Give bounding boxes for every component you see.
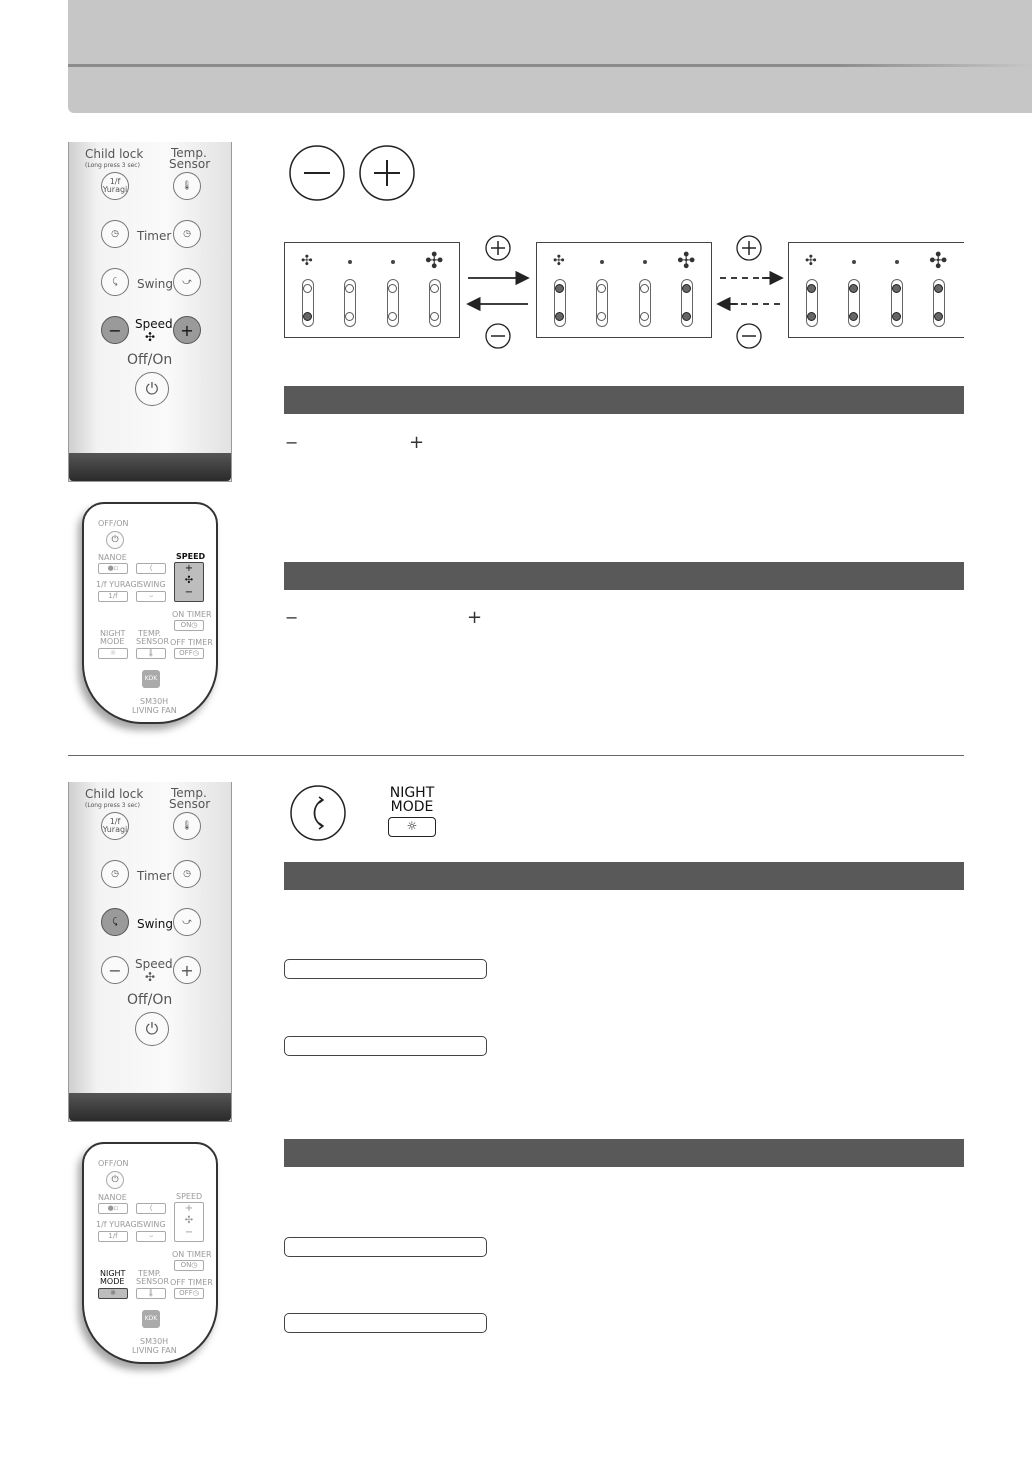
remote-b-night [82,1142,218,1364]
model-label: SM30H [140,1337,169,1346]
minus-symbol: − [285,433,299,452]
label-box-2 [284,1036,487,1056]
level-slot [302,279,314,327]
kdk-logo: KDK [142,1310,160,1328]
sun-icon: ☼ [388,817,436,837]
level-slot [387,279,399,327]
nanoe-label: NANOE [98,1193,127,1202]
night-mode-button[interactable]: ☼ [98,648,128,659]
minus-symbol: − [285,608,299,627]
fan-low-icon: ✣ [805,253,817,269]
remote-a-speed [68,142,232,482]
power-button[interactable] [135,372,169,406]
temp-sensor-button[interactable] [173,812,201,840]
thermometer-icon: 🌡 [181,821,193,831]
fan-low-icon: ✣ [301,253,313,269]
fan-high-icon: ✣ [425,249,444,274]
sensor-label: SENSOR [136,637,170,646]
sensor-label: Sensor [169,797,211,811]
swing-label: Swing [137,277,173,291]
speed-minus-button[interactable]: − [101,956,129,984]
swing-button-illustration [288,784,350,842]
level-light [303,284,312,293]
level-light [892,312,901,321]
section-bar-1 [284,386,964,414]
speed-label: Speed [135,317,173,331]
remote-b-speed [82,502,218,724]
yuragi-button[interactable]: 1/f [98,1231,128,1242]
temp-label: Temp. [171,146,207,160]
on-timer-button[interactable]: ON◷ [174,620,204,631]
level-dot [348,260,352,264]
temp-sensor-button[interactable]: 🌡 [136,648,166,659]
yuragi-button[interactable]: 1/f Yuragi [101,812,129,840]
fan-high-icon: ✣ [929,249,948,274]
level-light [388,284,397,293]
label-box-3 [284,1237,487,1257]
speed-plus-button[interactable]: + [173,316,201,344]
vertical-swing-button[interactable] [101,268,129,296]
yuragi-button[interactable]: 1/f [98,591,128,602]
power-button[interactable] [135,1012,169,1046]
power-icon: ⏻ [111,535,119,545]
speed-label: Speed [135,957,173,971]
temp-sensor-button[interactable] [173,172,201,200]
minus-plus-buttons [288,144,418,202]
speed-label: SPEED [176,1192,203,1201]
power-icon: ⏻ [145,379,159,398]
vertical-swing-button[interactable] [101,908,129,936]
header-band [68,0,1032,113]
on-timer-label: ON TIMER [172,610,212,619]
off-timer-button[interactable] [101,220,129,248]
swing-label: Swing [137,917,173,931]
level-light [934,312,943,321]
clock-icon: ◷ [111,229,119,239]
plus-symbol: + [409,432,425,453]
model-sub-label: LIVING FAN [132,706,177,715]
level-light [345,284,354,293]
temp-label: Temp. [171,786,207,800]
on-timer-button[interactable] [173,220,201,248]
off-timer-button[interactable]: OFF◷ [174,1288,204,1299]
mode-label: MODE [100,637,125,646]
remote-a-swing [68,782,232,1122]
off-timer-button[interactable] [101,860,129,888]
level-slot [344,279,356,327]
timer-label: Timer [137,869,172,883]
label-box-1 [284,959,487,979]
level-slot [933,279,945,327]
horizontal-swing-button[interactable] [173,908,201,936]
night-mode-button[interactable]: ☼ [98,1288,128,1299]
on-timer-button[interactable]: ON◷ [174,1260,204,1271]
section-bar-3 [284,862,964,890]
off-timer-label: OFF TIMER [170,1278,213,1287]
yuragi-label: 1/f YURAGI [96,580,140,589]
speed-plus-button[interactable]: + [173,956,201,984]
off-on-label: Off/On [127,992,173,1008]
speed-panel-1 [284,242,460,338]
swing-horizontal-button[interactable]: ⌣ [136,591,166,602]
long-press-label: (Long press 3 sec) [85,162,140,169]
off-on-label: OFF/ON [98,1159,129,1168]
swing-label: SWING [138,1220,166,1229]
level-light [892,284,901,293]
sensor-label: Sensor [169,157,211,171]
vertical-swing-icon: ⤹ [112,277,118,287]
child-lock-label: Child lock [85,147,144,161]
power-icon: ⏻ [111,1175,119,1185]
level-dot [852,260,856,264]
kdk-logo: KDK [142,670,160,688]
level-slot [848,279,860,327]
fan-icon: ✣ [145,970,156,984]
off-timer-button[interactable]: OFF◷ [174,648,204,659]
level-slot [429,279,441,327]
mode-label: MODE [100,1277,125,1286]
horizontal-swing-icon: ⤻ [182,277,192,287]
section-bar-2 [284,562,964,590]
level-light [430,312,439,321]
plus-symbol: + [467,607,483,628]
power-button[interactable] [106,531,124,549]
fan-high-icon: ✣ [677,249,696,274]
level-light [388,312,397,321]
remote-base [69,1093,231,1121]
clock-icon: ◷ [183,869,191,879]
nanoe-button[interactable]: ●▫ [98,563,128,574]
header-rule [68,64,1032,67]
speed-minus-button[interactable]: − [101,316,129,344]
on-timer-label: ON TIMER [172,1250,212,1259]
clock-icon: ◷ [183,229,191,239]
speed-rocker[interactable]: + ✣ − [174,1202,204,1242]
level-light [849,312,858,321]
fan-low-icon: ✣ [553,253,565,269]
power-button[interactable] [106,1171,124,1189]
label-box-4 [284,1313,487,1333]
night-label: NIGHT [389,785,435,801]
level-light [807,312,816,321]
clock-icon: ◷ [111,869,119,879]
level-light [849,284,858,293]
level-slot [891,279,903,327]
night-label: NIGHT [100,1269,126,1278]
long-press-label: (Long press 3 sec) [85,802,140,809]
on-timer-button[interactable] [173,860,201,888]
yuragi-label: 1/f YURAGI [96,1220,140,1229]
level-light [934,284,943,293]
off-timer-label: OFF TIMER [170,638,213,647]
swing-vertical-button[interactable]: ⟨ [136,563,166,574]
sensor-label: SENSOR [136,1277,170,1286]
level-dot [895,260,899,264]
child-lock-label: Child lock [85,787,144,801]
nanoe-label: NANOE [98,553,127,562]
level-dot [391,260,395,264]
night-mode-illustration [388,786,436,837]
model-sub-label: LIVING FAN [132,1346,177,1355]
speed-label: SPEED [176,552,206,561]
horizontal-swing-button[interactable] [173,268,201,296]
temp-label: TEMP. [138,1269,161,1278]
mode-label: MODE [390,799,434,815]
horizontal-swing-icon: ⤻ [182,917,192,927]
off-on-label: Off/On [127,352,173,368]
swing-vertical-button[interactable]: ⟨ [136,1203,166,1214]
swing-label: SWING [138,580,166,589]
level-slot [806,279,818,327]
level-light [807,284,816,293]
speed-transition-arrows [462,232,792,350]
section-separator [68,755,964,756]
temp-sensor-button[interactable]: 🌡 [136,1288,166,1299]
fan-icon: ✣ [145,330,156,344]
level-light [303,312,312,321]
model-label: SM30H [140,697,169,706]
level-light [345,312,354,321]
nanoe-button[interactable]: ●▫ [98,1203,128,1214]
remote-base [69,453,231,481]
section-bar-4 [284,1139,964,1167]
vertical-swing-icon: ⤹ [112,917,118,927]
speed-rocker[interactable]: + ✣ − [174,562,204,602]
off-on-label: OFF/ON [98,519,129,528]
level-light [430,284,439,293]
temp-label: TEMP. [138,629,161,638]
power-icon: ⏻ [145,1019,159,1038]
timer-label: Timer [137,229,172,243]
swing-horizontal-button[interactable]: ⌣ [136,1231,166,1242]
yuragi-button[interactable]: 1/f Yuragi [101,172,129,200]
night-label: NIGHT [100,629,126,638]
speed-panel-3 [788,242,964,338]
thermometer-icon: 🌡 [181,181,193,191]
